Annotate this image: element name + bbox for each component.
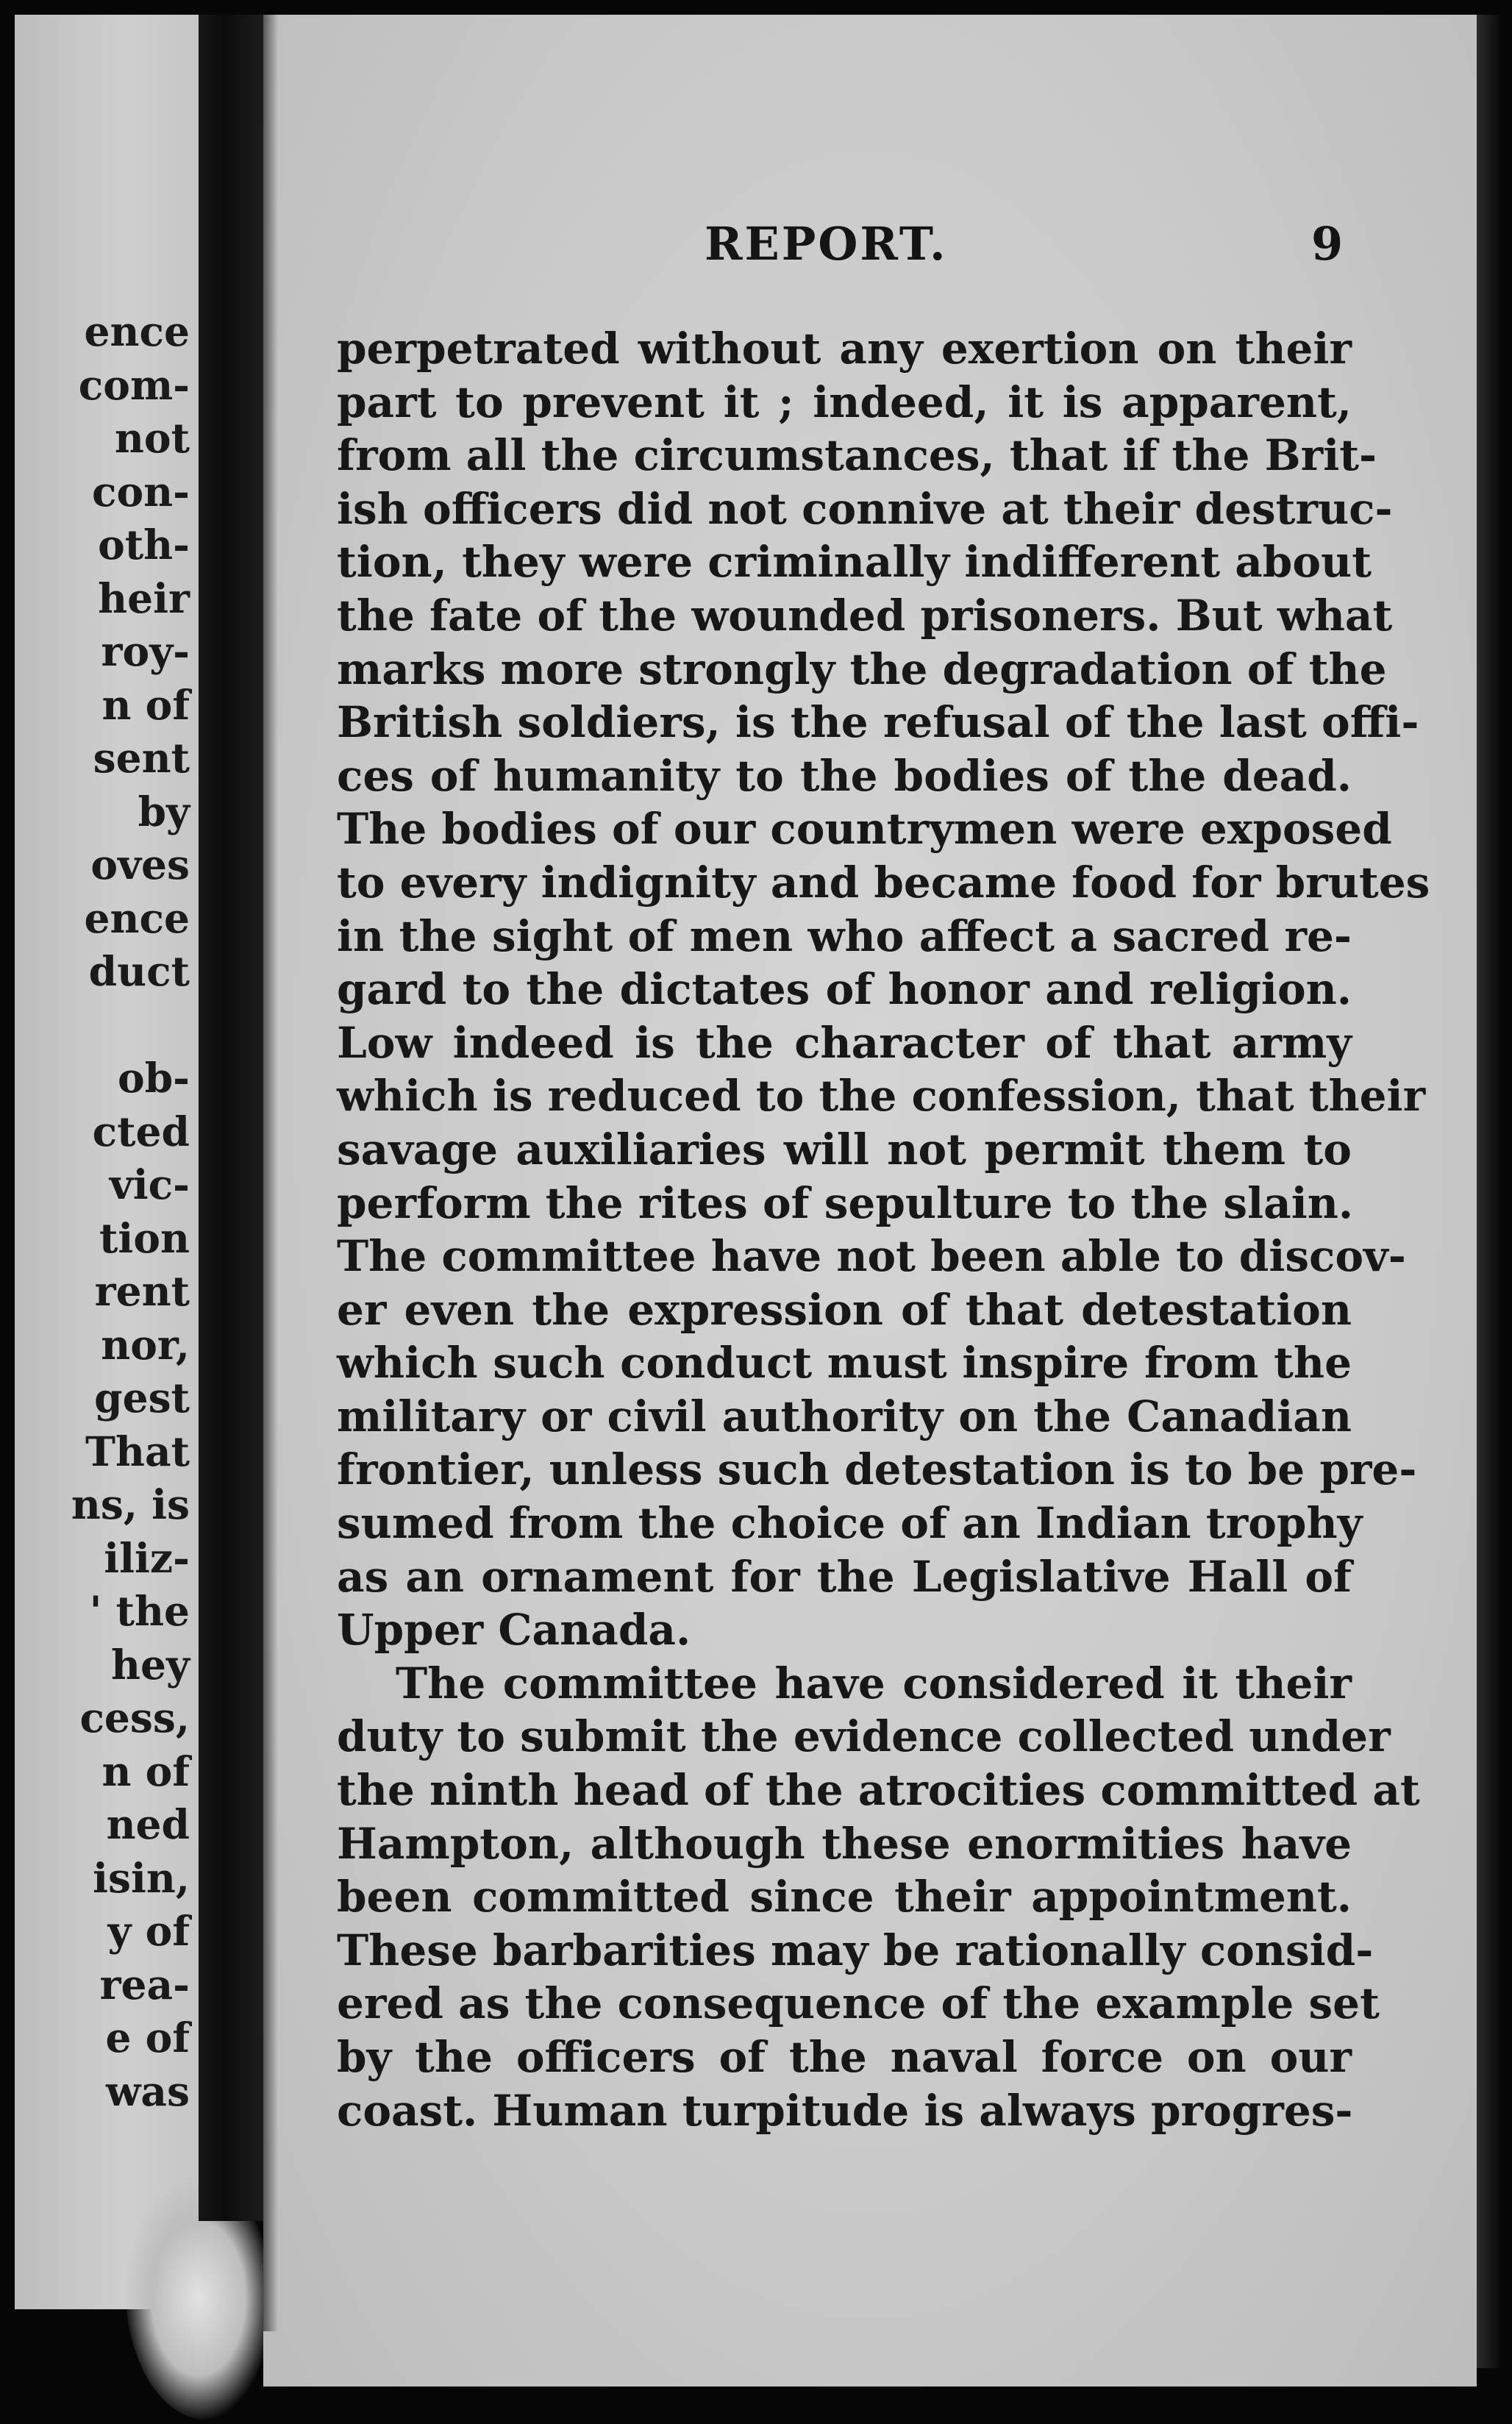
- left-page-line-fragment: roy-: [101, 627, 190, 675]
- left-page-line-fragment: n of: [101, 680, 190, 729]
- text-line: duty to submit the evidence collected under: [337, 1711, 1391, 1762]
- left-page-line-fragment: n of: [101, 1747, 190, 1795]
- left-page-line-fragment: ns, is: [71, 1480, 190, 1528]
- left-page-line-fragment: by: [138, 787, 190, 835]
- text-line: er even the expression of that detestation: [337, 1284, 1352, 1335]
- left-page-line-fragment: vic-: [109, 1161, 190, 1208]
- text-line: been committed since their appointment.: [337, 1872, 1352, 1922]
- left-page-line-fragment: rea-: [99, 1960, 190, 2008]
- text-line: which such conduct must inspire from the: [337, 1338, 1352, 1389]
- left-page-line-fragment: y of: [107, 1907, 190, 1955]
- text-line: gard to the dictates of honor and religion.: [337, 964, 1352, 1015]
- text-line: ered as the consequence of the example set: [337, 1978, 1380, 2029]
- right-page-edge: [1477, 15, 1502, 2368]
- text-line: part to prevent it ; indeed, it is apparent,: [337, 377, 1352, 427]
- text-line: The committee have not been able to discov-: [337, 1231, 1406, 1282]
- text-line: Low indeed is the character of that army: [337, 1017, 1352, 1068]
- left-page-line-fragment: e of: [105, 2014, 190, 2061]
- running-head: [263, 217, 1366, 276]
- text-line: perpetrated without any exertion on their: [337, 324, 1352, 374]
- text-line: marks more strongly the degradation of the: [337, 644, 1387, 694]
- left-page-line-fragment: oth-: [98, 521, 190, 568]
- left-page-line-fragment: gest: [94, 1374, 190, 1422]
- left-page-line-fragment: tion: [99, 1213, 190, 1262]
- text-line: These barbarities may be rationally consid-: [337, 1925, 1374, 1975]
- left-page-line-fragment: isin,: [93, 1853, 190, 1902]
- text-line: the fate of the wounded prisoners. But what: [337, 590, 1393, 641]
- left-page-line-fragment: cted: [92, 1107, 190, 1155]
- left-page-line-fragment: heir: [98, 574, 190, 622]
- text-line: perform the rites of sepulture to the slain.: [337, 1177, 1354, 1228]
- left-page-line-fragment: ob-: [118, 1054, 190, 1102]
- text-line: sumed from the choice of an Indian trophy: [337, 1498, 1363, 1549]
- text-line: tion, they were criminally indifferent about: [337, 537, 1372, 588]
- left-page-line-fragment: [71, 999, 190, 1052]
- left-page-line-fragment: ' the: [89, 1587, 190, 1635]
- text-line: from all the circumstances, that if the Brit-: [337, 430, 1377, 481]
- text-line: savage auxiliaries will not permit them to: [337, 1124, 1352, 1174]
- left-page-line-fragment: nor,: [101, 1320, 190, 1369]
- text-line: Hampton, although these enormities have: [337, 1818, 1352, 1869]
- text-line: in the sight of men who affect a sacred re-: [337, 910, 1352, 961]
- text-line: The committee have considered it their: [396, 1658, 1352, 1708]
- text-line: to every indignity and became food for brutes: [337, 857, 1430, 908]
- left-page-line-fragment: cess,: [79, 1694, 190, 1742]
- text-line: ish officers did not connive at their destruc-: [337, 483, 1393, 534]
- text-line: Upper Canada.: [337, 1605, 691, 1655]
- gutter-shadow: [263, 15, 278, 2331]
- text-line: coast. Human turpitude is always progres-: [337, 2085, 1353, 2136]
- book-gutter: [199, 15, 263, 2221]
- left-page-line-fragment: iliz-: [104, 1533, 190, 1582]
- left-page-line-fragment: com-: [78, 360, 190, 409]
- left-page-line-fragment: oves: [90, 841, 190, 888]
- text-line: which is reduced to the confession, that their: [337, 1071, 1426, 1122]
- text-line: The bodies of our countrymen were exposed: [337, 804, 1392, 855]
- left-page-line-fragment: ned: [106, 1800, 190, 1848]
- left-page-line-fragment: not: [114, 414, 190, 462]
- text-line: British soldiers, is the refusal of the last offi-: [337, 697, 1419, 748]
- left-page-line-fragment: rent: [94, 1267, 190, 1315]
- text-line: military or civil authority on the Canadian: [337, 1391, 1352, 1441]
- left-page-line-fragment: ence: [84, 894, 190, 942]
- text-line: frontier, unless such detestation is to be pre-: [337, 1444, 1417, 1495]
- left-page-line-fragment: duct: [88, 947, 190, 995]
- left-page-line-fragment: sent: [93, 734, 190, 782]
- left-page-line-fragment: That: [85, 1427, 190, 1475]
- main-page: [263, 15, 1477, 2386]
- left-page-line-fragment: hey: [111, 1640, 190, 1689]
- text-line: by the officers of the naval force on our: [337, 2032, 1352, 2082]
- left-page-line-fragment: con-: [92, 467, 190, 516]
- left-facing-page: [15, 15, 199, 2309]
- text-line: the ninth head of the atrocities committed at: [337, 1765, 1420, 1816]
- text-line: as an ornament for the Legislative Hall of: [337, 1551, 1352, 1602]
- running-head-title: REPORT.: [705, 217, 948, 271]
- body-text: [337, 322, 1430, 2137]
- left-page-text-fragments: [71, 305, 190, 2118]
- left-page-line-fragment: was: [106, 2067, 190, 2115]
- text-line: ces of humanity to the bodies of the dead.: [337, 750, 1352, 801]
- page-number: 9: [1311, 217, 1344, 271]
- left-page-line-fragment: ence: [84, 307, 190, 355]
